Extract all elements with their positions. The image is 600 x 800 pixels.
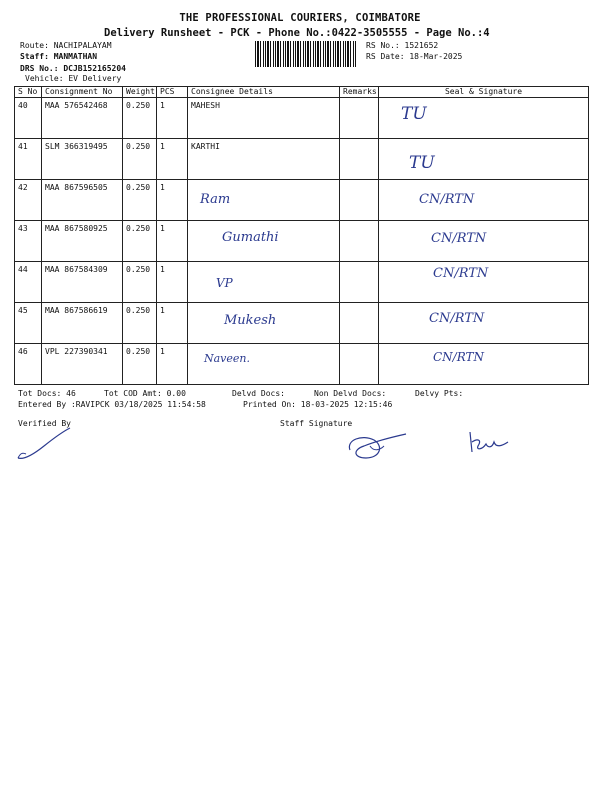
staff-name: MANMATHAN [53,52,98,61]
column-header: Consignee Details [188,87,340,98]
remarks-cell [340,262,379,303]
remarks-cell [340,139,379,180]
handwritten-signature: TU [401,104,427,124]
handwritten-consignee: Ram [200,192,231,207]
signature-cell [379,344,589,385]
pcs-cell: 1 [157,303,188,344]
barcode [255,41,357,67]
non-delivered-docs: Non Delvd Docs: [314,389,387,398]
signature-cell [379,139,589,180]
consignment-cell: SLM 366319495 [42,139,123,180]
sno-cell: 44 [15,262,42,303]
handwritten-signature: CN/RTN [419,192,475,207]
table-row [15,139,589,180]
sno-cell: 45 [15,303,42,344]
consignee-cell [188,262,340,303]
consignment-cell: MAA 867580925 [42,221,123,262]
consignment-cell: MAA 867596505 [42,180,123,221]
signature-cell [379,98,589,139]
sno-cell: 41 [15,139,42,180]
table-row [15,98,589,139]
pcs-cell: 1 [157,98,188,139]
consignee-cell [188,221,340,262]
total-docs: Tot Docs: 46 [18,389,76,398]
consignee-cell [188,139,340,180]
weight-cell: 0.250 [123,180,157,221]
consignee-cell [188,344,340,385]
remarks-cell [340,180,379,221]
handwritten-signature: CN/RTN [433,266,489,281]
consignment-cell: MAA 867584309 [42,262,123,303]
signature-cell [379,262,589,303]
handwritten-consignee: Gumathi [222,230,279,245]
column-header: S No [15,87,42,98]
rs-number: RS No.: 1521652 [366,41,439,50]
table-row [15,344,589,385]
handwritten-signature: CN/RTN [431,231,487,246]
delivery-points: Delvy Pts: [415,389,464,398]
remarks-cell [340,344,379,385]
consignee-cell [188,98,340,139]
sno-cell: 43 [15,221,42,262]
pcs-cell: 1 [157,344,188,385]
consignee-name: KARTHI [191,142,220,151]
staff-signature-stroke [340,428,420,464]
table-row [15,303,589,344]
pcs-cell: 1 [157,262,188,303]
sno-cell: 40 [15,98,42,139]
handwritten-consignee: Naveen. [204,352,250,365]
handwritten-signature: TU [409,153,435,173]
entered-by: Entered By :RAVIPCK 03/18/2025 11:54:58 [18,400,206,409]
weight-cell: 0.250 [123,344,157,385]
consignment-cell: VPL 227390341 [42,344,123,385]
rs-date: RS Date: 18-Mar-2025 [366,52,463,61]
column-header: PCS [157,87,188,98]
company-title: THE PROFESSIONAL COURIERS, COIMBATORE [179,12,421,24]
column-header: Remarks [340,87,379,98]
signature-cell [379,221,589,262]
sno-cell: 42 [15,180,42,221]
weight-cell: 0.250 [123,139,157,180]
table-header-row [15,87,589,98]
handwritten-signature: CN/RTN [433,350,485,364]
signature-cell [379,180,589,221]
pcs-cell: 1 [157,221,188,262]
total-cod-amount: Tot COD Amt: 0.00 [104,389,186,398]
staff-label: Staff: [20,52,54,61]
pcs-cell: 1 [157,139,188,180]
handwritten-signature: CN/RTN [429,311,485,326]
remarks-cell [340,303,379,344]
column-header: Seal & Signature [379,87,589,98]
staff-line [20,52,97,61]
column-header: Weight [123,87,157,98]
printed-on: Printed On: 18-03-2025 12:15:46 [243,400,393,409]
consignment-cell: MAA 867586619 [42,303,123,344]
verifier-signature-stroke [14,424,74,464]
drs-number: DRS No.: DCJB152165204 [20,64,126,73]
weight-cell: 0.250 [123,262,157,303]
handwritten-consignee: Mukesh [224,313,277,328]
consignment-cell: MAA 576542468 [42,98,123,139]
remarks-cell [340,98,379,139]
runsheet-subtitle: Delivery Runsheet - PCK - Phone No.:0422-3505555 - Page No.:4 [104,27,490,39]
staff-signature-label: Staff Signature [280,419,353,428]
sno-cell: 46 [15,344,42,385]
table-row [15,262,589,303]
table-row [15,221,589,262]
consignee-cell [188,303,340,344]
vehicle-label: Vehicle: EV Delivery [25,74,122,83]
remarks-cell [340,221,379,262]
weight-cell: 0.250 [123,303,157,344]
signature-cell [379,303,589,344]
column-header: Consignment No [42,87,123,98]
route-label: Route: NACHIPALAYAM [20,41,112,50]
verified-by-label: Verified By [18,419,71,428]
table-row [15,180,589,221]
weight-cell: 0.250 [123,98,157,139]
consignee-cell [188,180,340,221]
delivered-docs: Delvd Docs: [232,389,285,398]
handwritten-consignee: VP [216,276,233,290]
pcs-cell: 1 [157,180,188,221]
weight-cell: 0.250 [123,221,157,262]
runsheet-table [14,86,589,385]
second-signature-stroke [462,428,512,458]
consignee-name: MAHESH [191,101,220,110]
